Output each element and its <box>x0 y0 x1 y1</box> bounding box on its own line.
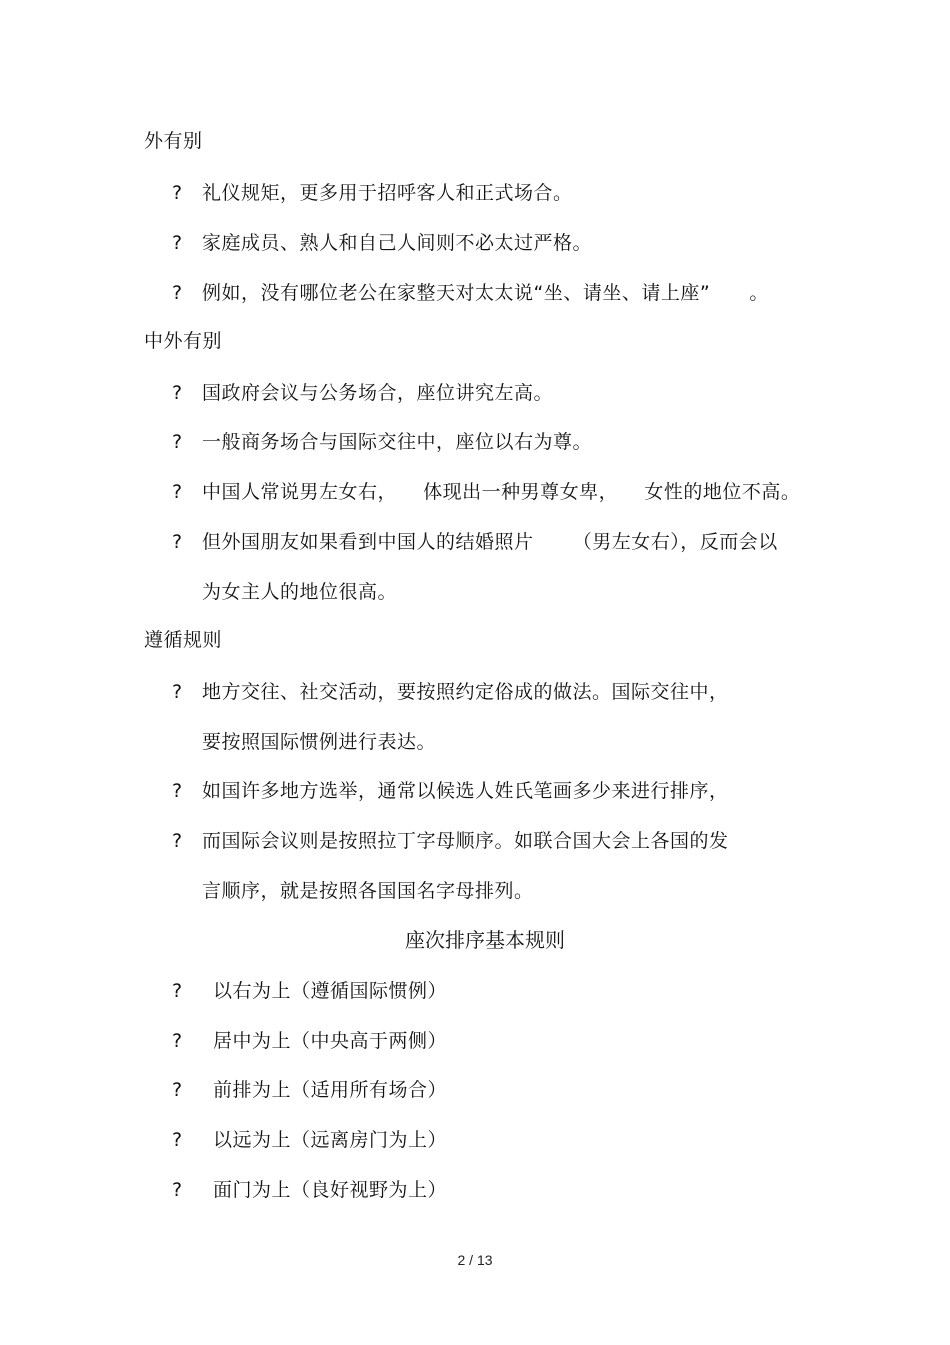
bullet-marker: ? <box>172 681 183 703</box>
list-item-continuation: 要按照国际惯例进行表达。 <box>202 731 437 753</box>
list-item-continuation: 为女主人的地位很高。 <box>202 581 398 603</box>
list-item: 家庭成员、熟人和自己人间则不必太过严格。 <box>202 232 593 254</box>
list-item: 地方交往、社交活动，要按照约定俗成的做法。国际交往中， <box>202 681 729 703</box>
bullet-marker: ? <box>172 1129 183 1151</box>
list-item: 但外国朋友如果看到中国人的结婚照片 （男左女右），反而会以 <box>202 531 778 553</box>
page-number: 2 / 13 <box>457 1252 493 1268</box>
section-heading: 遵循规则 <box>144 629 223 651</box>
bullet-marker: ? <box>172 382 183 404</box>
bullet-marker: ? <box>172 830 183 852</box>
bullet-marker: ? <box>172 481 183 503</box>
list-item: 而国际会议则是按照拉丁字母顺序。如联合国大会上各国的发 <box>202 830 729 852</box>
rule-item: 以远为上（远离房门为上） <box>213 1129 448 1151</box>
bullet-marker: ? <box>172 182 183 204</box>
bullet-marker: ? <box>172 1179 183 1201</box>
bullet-marker: ? <box>172 232 183 254</box>
rules-title: 座次排序基本规则 <box>405 928 565 952</box>
bullet-marker: ? <box>172 1030 183 1052</box>
section-heading: 外有别 <box>144 130 203 152</box>
rule-item: 居中为上（中央高于两侧） <box>213 1030 448 1052</box>
bullet-marker: ? <box>172 531 183 553</box>
list-item: 例如，没有哪位老公在家整天对太太说“坐、请坐、请上座” 。 <box>202 282 769 304</box>
rule-item: 面门为上（良好视野为上） <box>213 1179 448 1201</box>
bullet-marker: ? <box>172 431 183 453</box>
bullet-marker: ? <box>172 980 183 1002</box>
list-item: 礼仪规矩，更多用于招呼客人和正式场合。 <box>202 182 573 204</box>
rule-item: 前排为上（适用所有场合） <box>213 1079 448 1101</box>
bullet-marker: ? <box>172 282 183 304</box>
list-item-continuation: 言顺序，就是按照各国国名字母排列。 <box>202 880 534 902</box>
bullet-marker: ? <box>172 780 183 802</box>
list-item: 一般商务场合与国际交往中，座位以右为尊。 <box>202 431 593 453</box>
rule-item: 以右为上（遵循国际惯例） <box>213 980 448 1002</box>
list-item: 国政府会议与公务场合，座位讲究左高。 <box>202 382 554 404</box>
list-item: 中国人常说男左女右， 体现出一种男尊女卑， 女性的地位不高。 <box>202 481 801 503</box>
bullet-marker: ? <box>172 1079 183 1101</box>
list-item: 如国许多地方选举，通常以候选人姓氏笔画多少来进行排序， <box>202 780 729 802</box>
section-heading: 中外有别 <box>144 330 223 352</box>
